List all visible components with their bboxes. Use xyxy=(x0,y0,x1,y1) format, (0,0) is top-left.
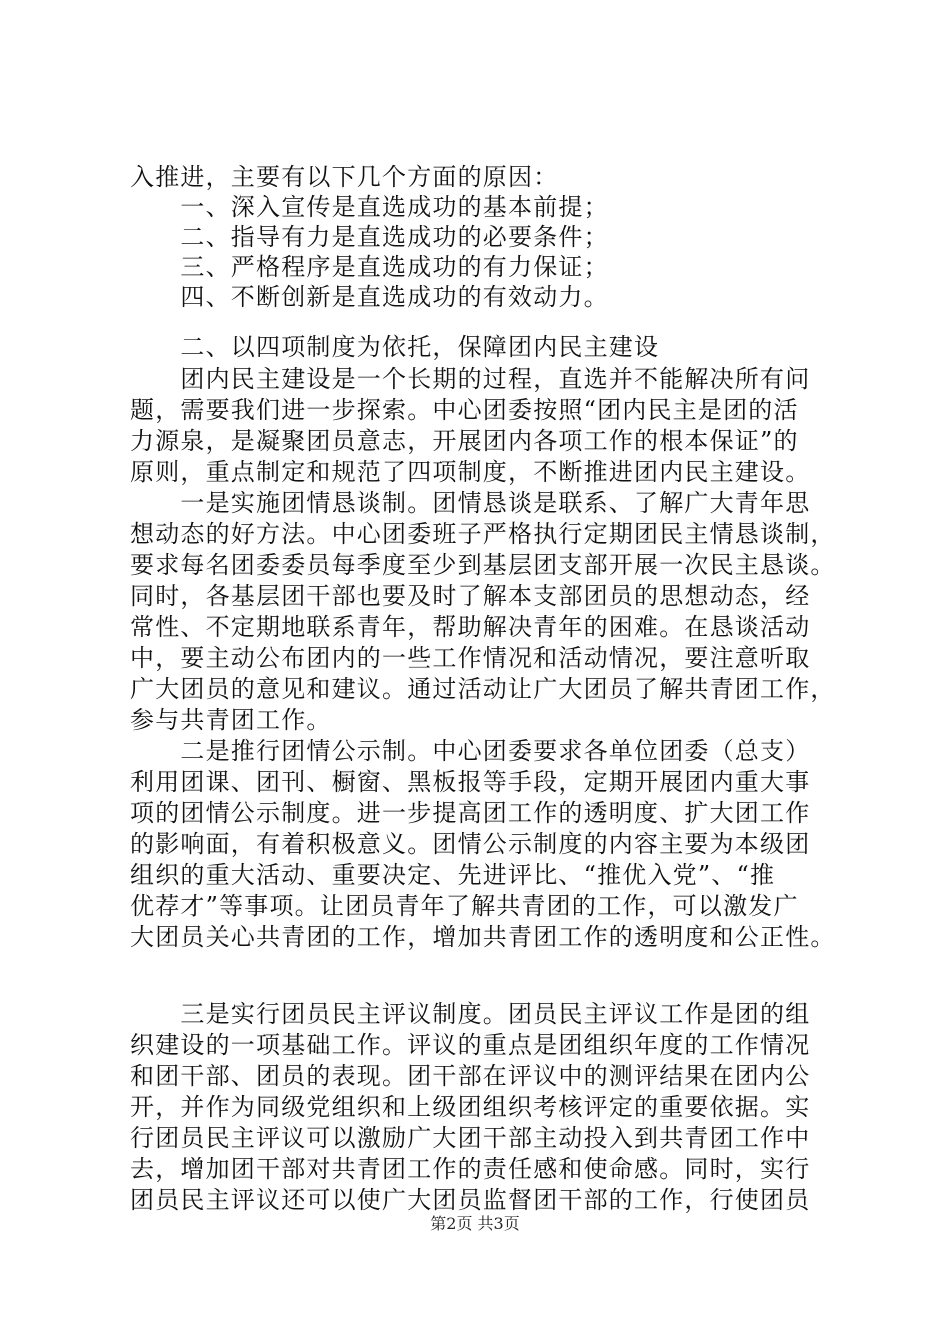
text-line: 要求每名团委委员每季度至少到基层团支部开展一次民主恳谈。 xyxy=(130,551,836,579)
text-line: 三是实行团员民主评议制度。团员民主评议工作是团的组 xyxy=(130,1000,811,1028)
text-line: 题，需要我们进一步探索。中心团委按照“团内民主是团的活 xyxy=(130,396,799,424)
text-line: 团员民主评议还可以使广大团员监督团干部的工作，行使团员 xyxy=(130,1186,811,1214)
text-line: 织建设的一项基础工作。评议的重点是团组织年度的工作情况 xyxy=(130,1031,811,1059)
text-line: 中，要主动公布团内的一些工作情况和活动情况，要注意听取 xyxy=(130,644,811,672)
text-line: 二是推行团情公示制。中心团委要求各单位团委（总支） xyxy=(130,737,811,765)
text-line: 原则，重点制定和规范了四项制度，不断推进团内民主建设。 xyxy=(130,458,811,486)
text-line: 的影响面，有着积极意义。团情公示制度的内容主要为本级团 xyxy=(130,830,811,858)
text-line: 同时，各基层团干部也要及时了解本支部团员的思想动态，经 xyxy=(130,582,811,610)
text-line: 常性、不定期地联系青年，帮助解决青年的困难。在恳谈活动 xyxy=(130,613,811,641)
text-line: 一、深入宣传是直选成功的基本前提； xyxy=(130,193,609,221)
text-line: 团内民主建设是一个长期的过程，直选并不能解决所有问 xyxy=(130,365,811,393)
text-line: 项的团情公示制度。进一步提高团工作的透明度、扩大团工作 xyxy=(130,799,811,827)
page-number: 第2页 共3页 xyxy=(430,1214,520,1233)
text-line: 组织的重大活动、重要决定、先进评比、“推优入党”、“推 xyxy=(130,861,776,889)
text-line: 优荐才”等事项。让团员青年了解共青团的工作，可以激发广 xyxy=(130,892,799,920)
text-line: 一是实施团情恳谈制。团情恳谈是联系、了解广大青年思 xyxy=(130,489,811,517)
text-line: 利用团课、团刊、橱窗、黑板报等手段，定期开展团内重大事 xyxy=(130,768,811,796)
text-line: 力源泉，是凝聚团员意志，开展团内各项工作的根本保证”的 xyxy=(130,427,799,455)
text-line: 想动态的好方法。中心团委班子严格执行定期团民主情恳谈制， xyxy=(130,520,836,548)
text-line: 去，增加团干部对共青团工作的责任感和使命感。同时，实行 xyxy=(130,1155,811,1183)
text-line: 三、严格程序是直选成功的有力保证； xyxy=(130,253,609,281)
text-line: 大团员关心共青团的工作，增加共青团工作的透明度和公正性。 xyxy=(130,923,836,951)
text-line: 二、指导有力是直选成功的必要条件； xyxy=(130,223,609,251)
text-line: 广大团员的意见和建议。通过活动让广大团员了解共青团工作， xyxy=(130,675,836,703)
text-line: 四、不断创新是直选成功的有效动力。 xyxy=(130,283,609,311)
text-line: 入推进，主要有以下几个方面的原因： xyxy=(130,163,559,191)
section-heading: 二、以四项制度为依托，保障团内民主建设 xyxy=(130,333,660,361)
text-line: 行团员民主评议可以激励广大团干部主动投入到共青团工作中 xyxy=(130,1124,811,1152)
text-line: 开，并作为同级党组织和上级团组织考核评定的重要依据。实 xyxy=(130,1093,811,1121)
text-line: 参与共青团工作。 xyxy=(130,706,332,734)
text-line: 和团干部、团员的表现。团干部在评议中的测评结果在团内公 xyxy=(130,1062,811,1090)
